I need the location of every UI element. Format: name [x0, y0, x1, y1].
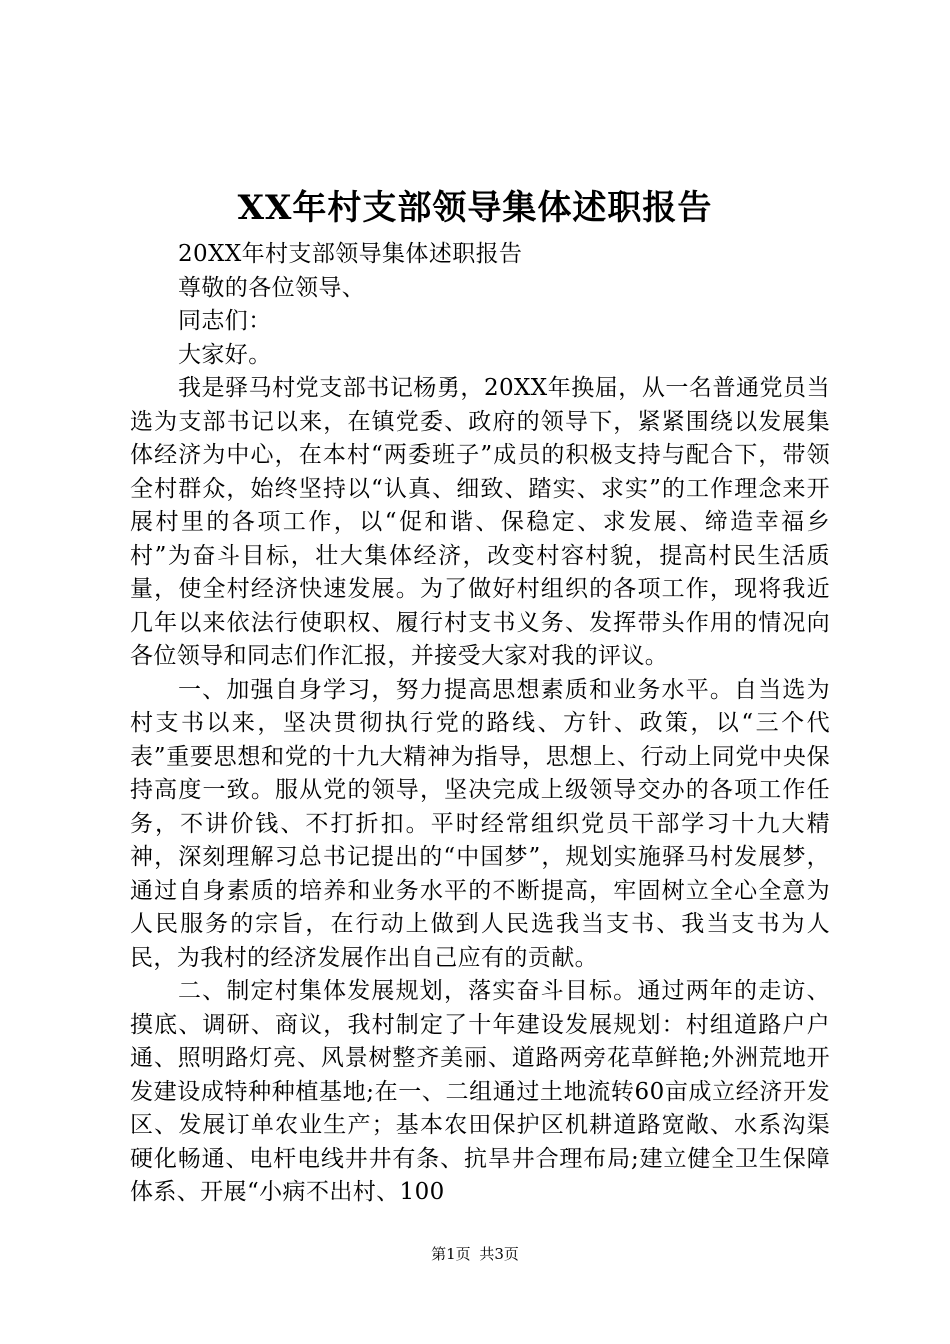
paragraph-salutation: 尊敬的各位领导、 [178, 274, 366, 301]
document-title: XX年村支部领导集体述职报告 [237, 188, 713, 228]
paragraph-intro: 我是驿马村党支部书记杨勇，20XX年换届，从一名普通党员当选为支部书记以来，在镇党委、政府的领导下，紧紧围绕以发展集体经济为中心，在本村“两委班子”成员的积极支持与配合下，带领全村群众，始终坚持以“认真、细致、踏实、求实”的工作理念来开展村里的各项工作，以“促和谐、保稳定、求发展、缔造幸福乡村”为奋斗目标，壮大集体经济，改变村容村貌，提高村民生活质量，使全村经济快速发展。为了做好村组织的各项工作，现将我近几年以来依法行使职权、履行村支书义务、发挥带头作用的情况向各位领导和同志们作汇报，并接受大家对我的评议。 [130, 375, 830, 669]
page-total: 共3页 [479, 1245, 519, 1263]
page-footer [0, 1244, 950, 1264]
page-number: 第1页 [431, 1245, 471, 1263]
paragraph-salutation-2: 同志们： [178, 308, 272, 334]
paragraph-greeting: 大家好。 [178, 341, 272, 368]
paragraph-section-1: 一、加强自身学习，努力提高思想素质和业务水平。自当选为村支书以来，坚决贯彻执行党的路线、方针、政策，以“三个代表”重要思想和党的十九大精神为指导，思想上、行动上同党中央保持高度一致。服从党的领导，坚决完成上级领导交办的各项工作任务，不讲价钱、不打折扣。平时经常组织党员干部学习十九大精神，深刻理解习总书记提出的“中国梦”，规划实施驿马村发展梦，通过自身素质的培养和业务水平的不断提高，牢固树立全心全意为人民服务的宗旨，在行动上做到人民选我当支书、我当支书为人民，为我村的经济发展作出自己应有的贡献。 [130, 676, 830, 971]
paragraph-section-2: 二、制定村集体发展规划，落实奋斗目标。通过两年的走访、摸底、调研、商议，我村制定了十年建设发展规划：村组道路户户通、照明路灯亮、风景树整齐美丽、道路两旁花草鲜艳;外洲荒地开发建设成特种种植基地;在一、二组通过土地流转60亩成立经济开发区、发展订单农业生产；基本农田保护区机耕道路宽敞、水系沟渠硬化畅通、电杆电线井井有条、抗旱井合理布局;建立健全卫生保障体系、开展“小病不出村、100 [130, 978, 830, 1205]
document-body [130, 238, 830, 1210]
paragraph-subtitle: 20XX年村支部领导集体述职报告 [178, 241, 523, 267]
